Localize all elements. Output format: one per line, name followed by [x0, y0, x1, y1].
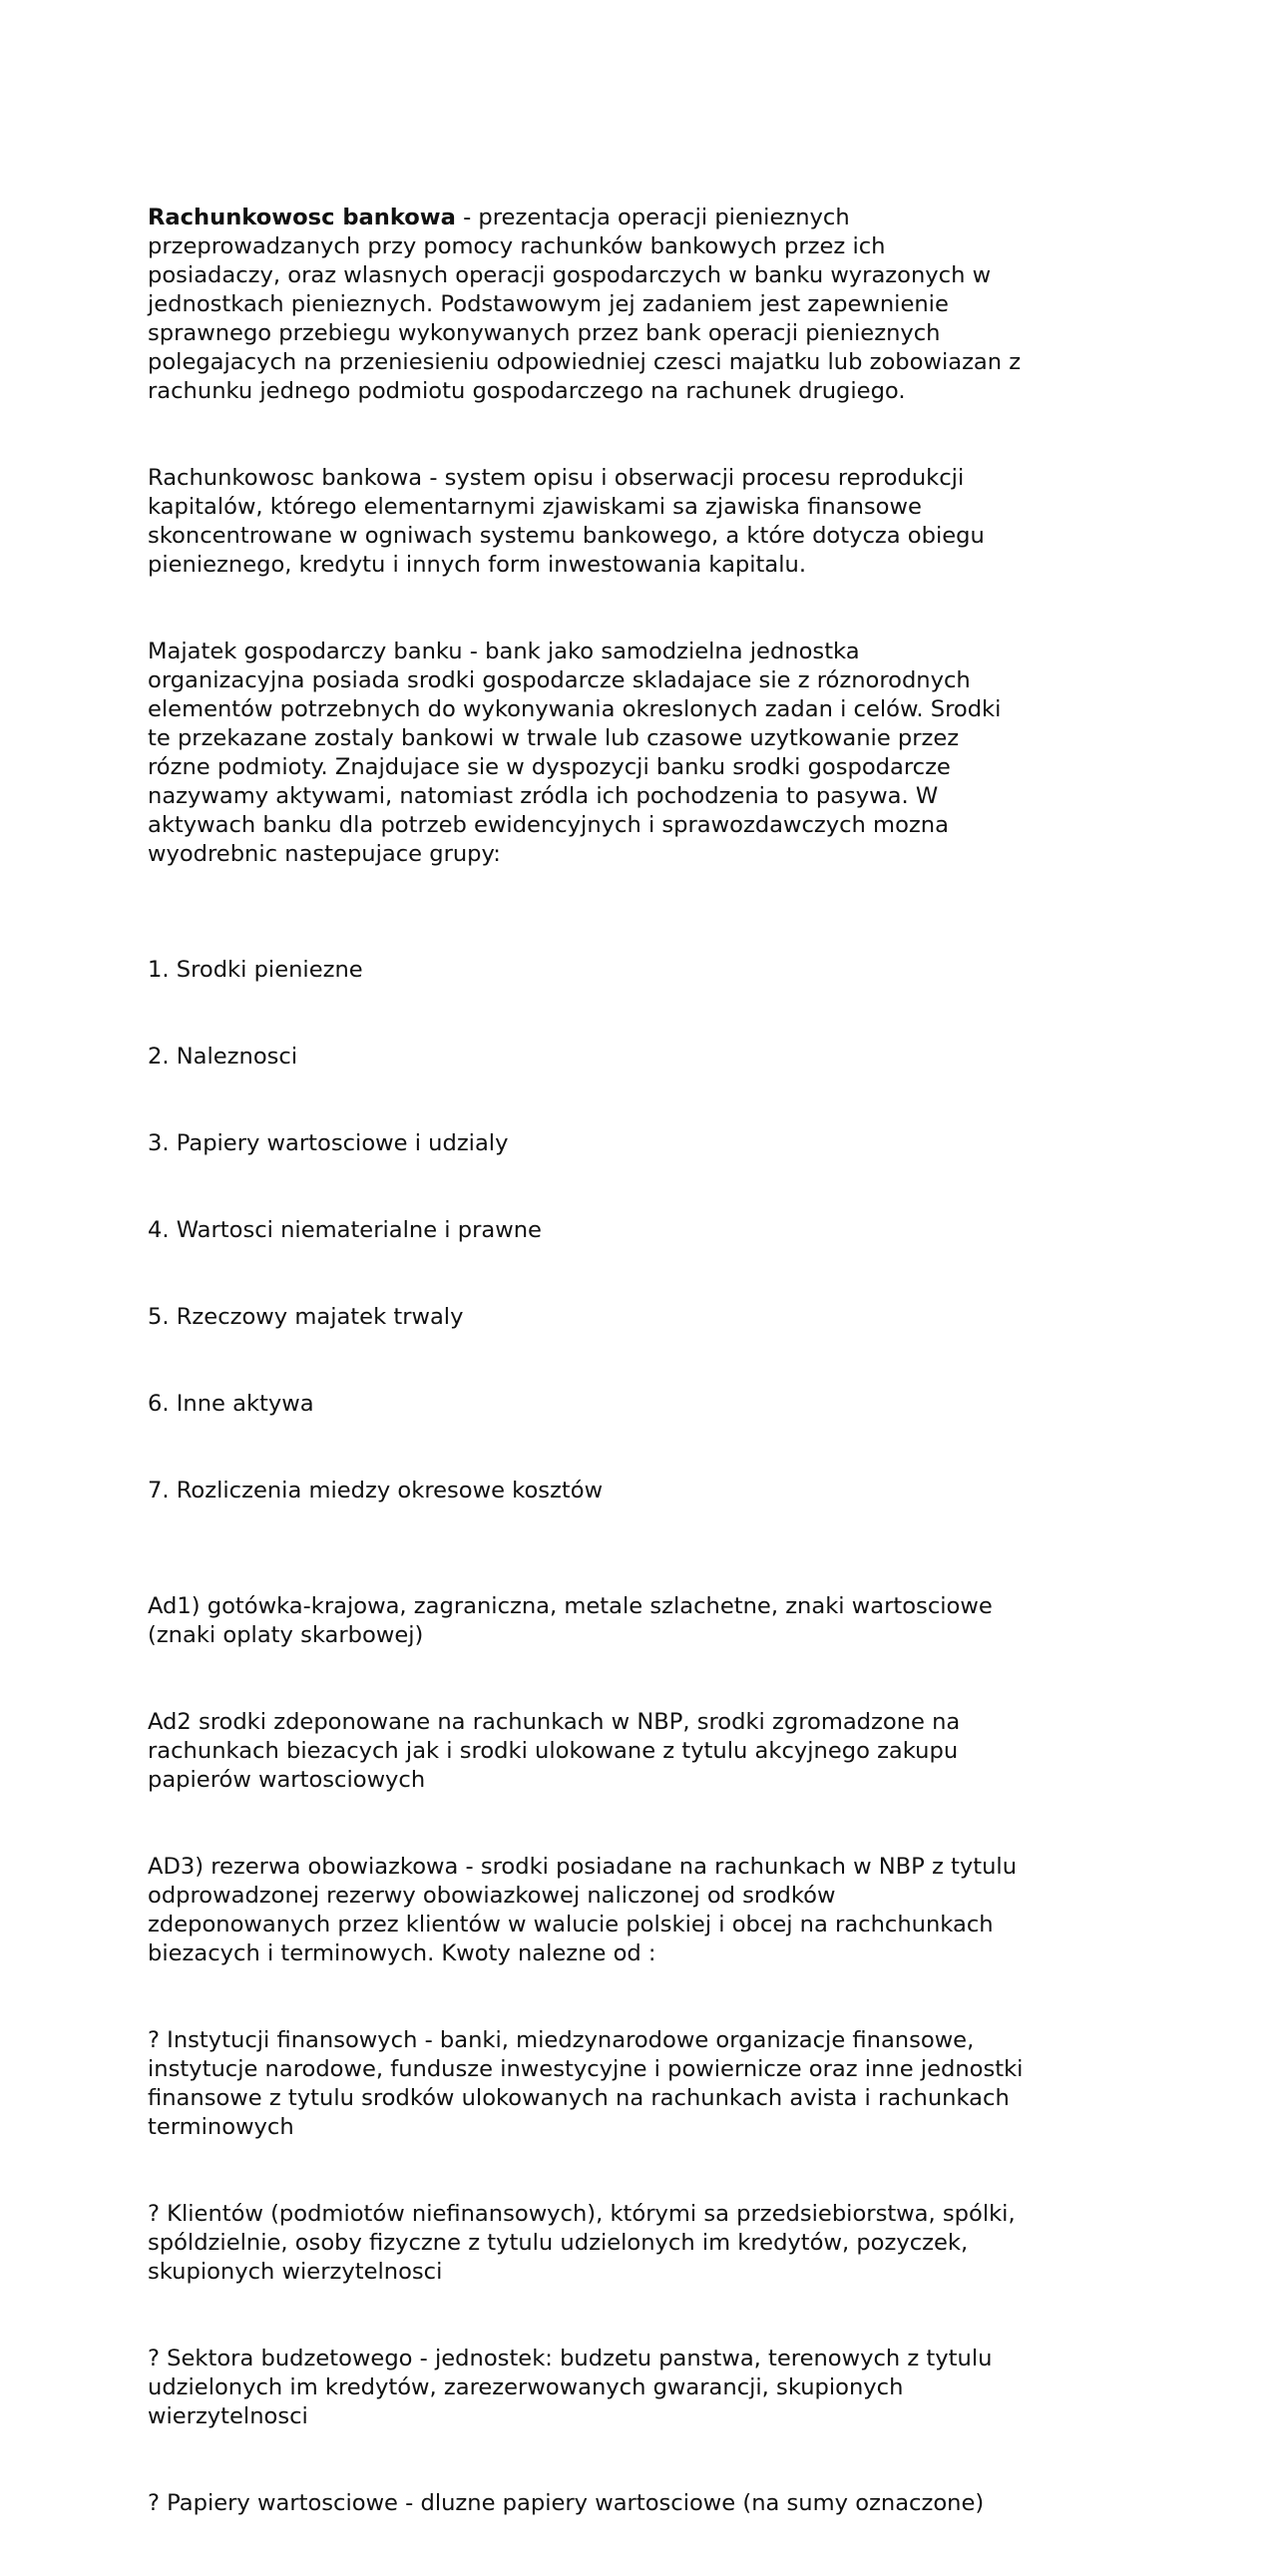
detail-ad3: AD3) rezerwa obowiazkowa - srodki posiadane na rachunkach w NBP z tytulu odprowadzonej rezerwy obowiazkowej naliczonej od srodków zdeponowanych przez klientów w walucie polskiej i obcej na rachchunkach biezacych i terminowych. Kwoty nalezne od :	[148, 1854, 1018, 1966]
paragraph-assets: Majatek gospodarczy banku - bank jako samodzielna jednostka organizacyjna posiada srodki gospodarcze skladajace sie z róznorodnych elementów potrzebnych do wykonywania okreslonych zadan i celów. Srodki te przekazane zostaly bankowi w trwale lub czasowe uzytkowanie przez rózne podmioty. Znajdujace sie w dyspozycji banku srodki gospodarcze nazywamy aktywami, natomiast zródla ich pochodzenia to pasywa. W aktywach banku dla potrzeb ewidencyjnych i sprawozdawczych mozna wyodrebnic nastepujace grupy:	[148, 639, 1002, 867]
list-item: 5. Rzeczowy majatek trwaly	[148, 1304, 464, 1330]
list-item: 2. Naleznosci	[148, 1044, 298, 1070]
list-item: 4. Wartosci niematerialne i prawne	[148, 1217, 542, 1243]
detail-ad2: Ad2 srodki zdeponowane na rachunkach w NBP, srodki zgromadzone na rachunkach biezacych jak i srodki ulokowane z tytulu akcyjnego zakupu papierów wartosciowych	[148, 1709, 961, 1793]
list-item: 6. Inne aktywa	[148, 1391, 314, 1417]
intro-paragraph	[148, 204, 1135, 406]
detail-budget-sector: ? Sektora budzetowego - jednostek: budzetu panstwa, terenowych z tytulu udzielonych im kredytów, zarezerwowanych gwarancji, skupionych wierzytelnosci	[148, 2346, 993, 2429]
paragraph-definition: Rachunkowosc bankowa - system opisu i obserwacji procesu reprodukcji kapitalów, którego elementarnymi zjawiskami sa zjawiska finansowe skoncentrowane w ogniwach systemu bankowego, a które dotycza obiegu pienieznego, kredytu i innych form inwestowania kapitalu.	[148, 465, 985, 578]
detail-securities: ? Papiery wartosciowe - dluzne papiery wartosciowe (na sumy oznaczone)	[148, 2490, 985, 2516]
detail-financial-institutions: ? Instytucji finansowych - banki, miedzynarodowe organizacje finansowe, instytucje narodowe, fundusze inwestycyjne i powiernicze oraz inne jednostki finansowe z tytulu srodków ulokowanych na rachunkach avista i rachunkach terminowych	[148, 2027, 1024, 2140]
document-body	[148, 146, 1135, 2576]
list-item: 7. Rozliczenia miedzy okresowe kosztów	[148, 1478, 604, 1503]
list-item: 1. Srodki pieniezne	[148, 957, 363, 983]
list-item: 3. Papiery wartosciowe i udzialy	[148, 1130, 509, 1156]
detail-ad1: Ad1) gotówka-krajowa, zagraniczna, metale szlachetne, znaki wartosciowe (znaki oplaty skarbowej)	[148, 1593, 993, 1648]
intro-text: - prezentacja operacji pienieznych przeprowadzanych przy pomocy rachunków bankowych przez ich posiadaczy, oraz wlasnych operacji gospodarczych w banku wyrazonych w jednostkach pienieznych. Podstawowym jej zadaniem jest zapewnienie sprawnego przebiegu wykonywanych przez bank operacji pienieznych polegajacych na przeniesieniu odpowiedniej czesci majatku lub zobowiazan z rachunku jednego podmiotu gospodarczego na rachunek drugiego.	[148, 205, 1022, 404]
intro-term: Rachunkowosc bankowa	[148, 205, 456, 230]
detail-clients: ? Klientów (podmiotów niefinansowych), którymi sa przedsiebiorstwa, spólki, spóldzielnie, osoby fizyczne z tytulu udzielonych im kredytów, pozyczek, skupionych wierzytelnosci	[148, 2201, 1016, 2285]
